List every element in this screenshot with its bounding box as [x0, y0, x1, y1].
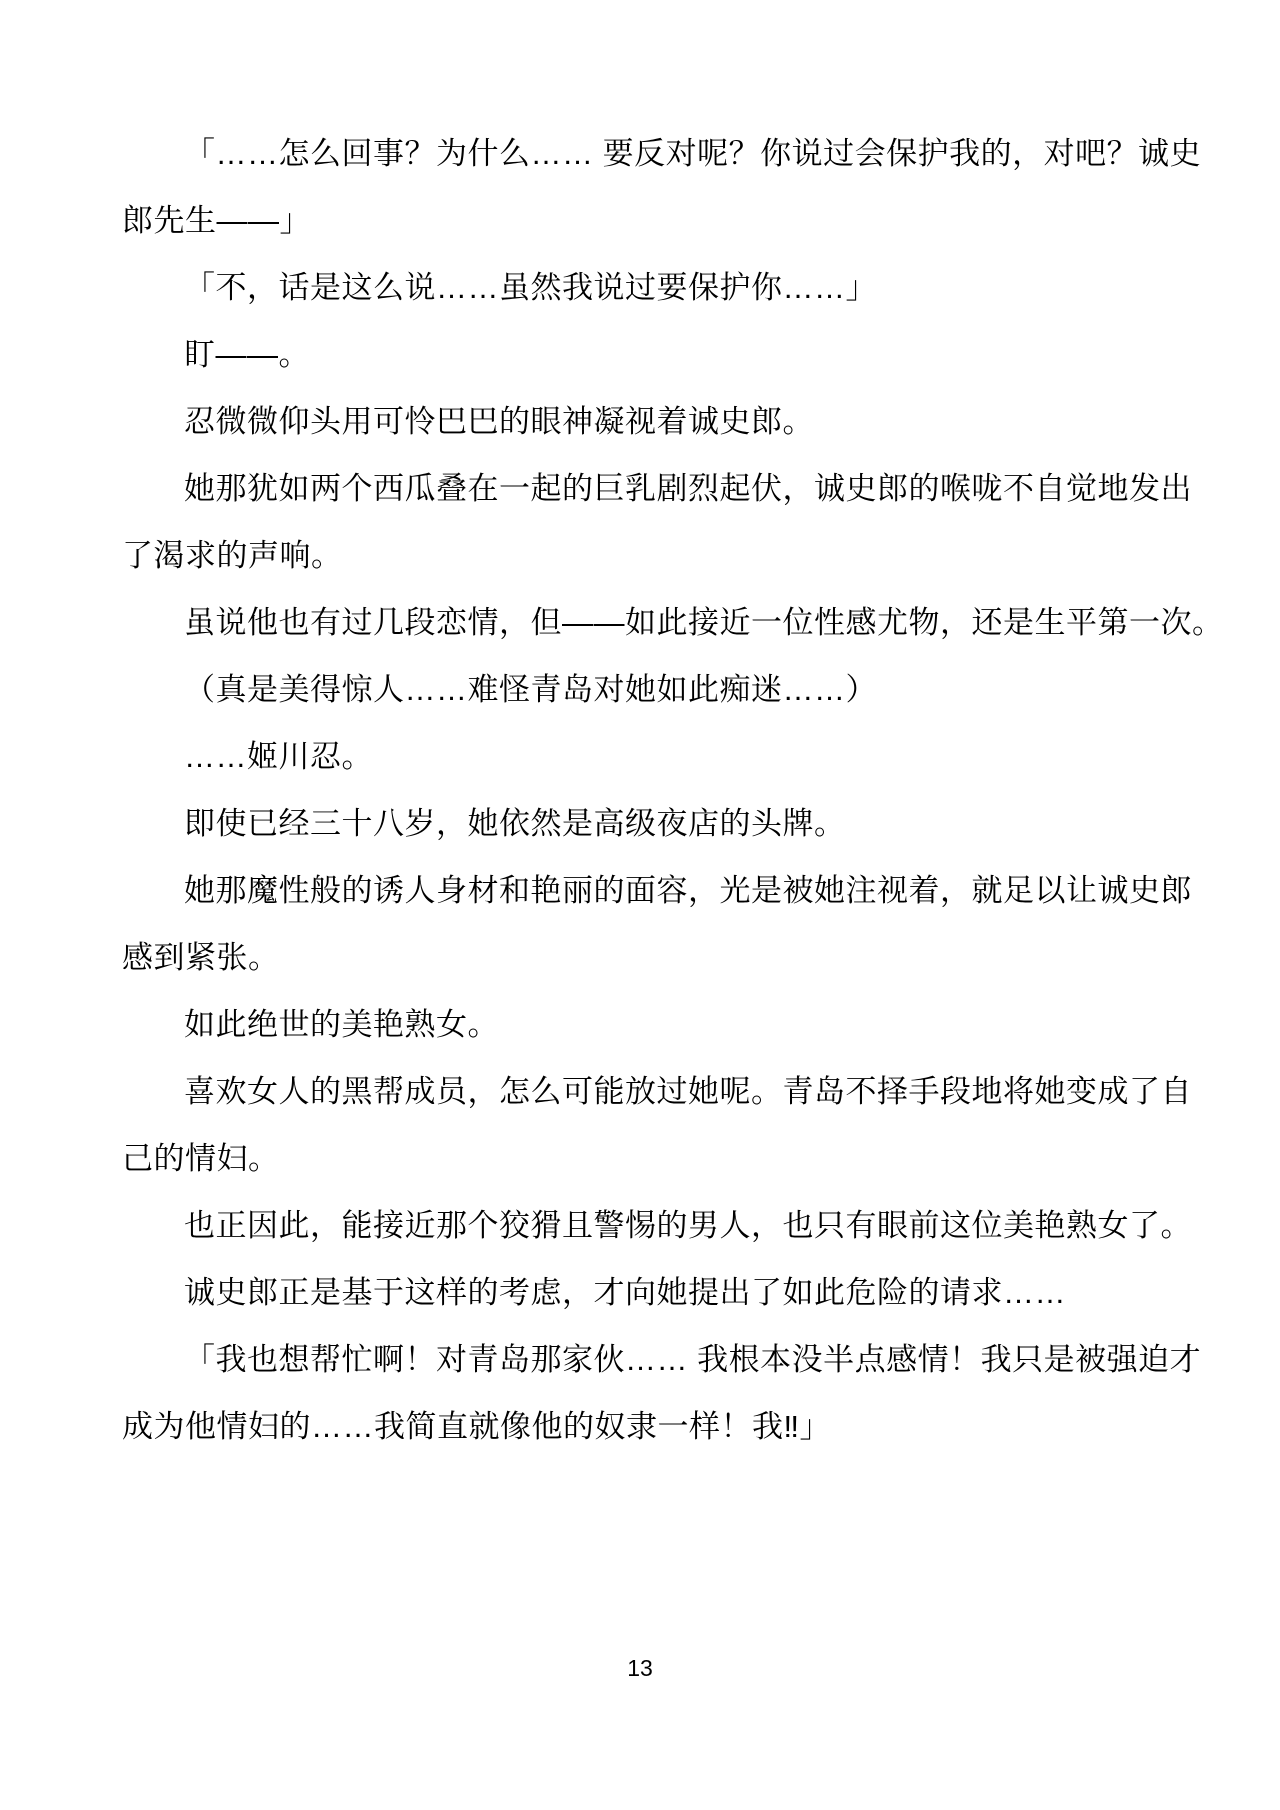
- text-line: 喜欢女人的黑帮成员，怎么可能放过她呢。青岛不择手段地将她变成了自: [184, 1074, 1192, 1109]
- text-line: ……姬川忍。: [184, 739, 373, 774]
- text-line: 诚史郎正是基于这样的考虑，才向她提出了如此危险的请求……: [184, 1275, 1066, 1310]
- text-line: 如此绝世的美艳熟女。: [184, 1007, 499, 1042]
- text-line: 她那犹如两个西瓜叠在一起的巨乳剧烈起伏，诚史郎的喉咙不自觉地发出: [184, 471, 1192, 506]
- text-line: 虽说他也有过几段恋情，但——如此接近一位性感尤物，还是生平第一次。: [184, 605, 1224, 640]
- text-line: （真是美得惊人……难怪青岛对她如此痴迷……）: [184, 672, 877, 707]
- text-line: 忍微微仰头用可怜巴巴的眼神凝视着诚史郎。: [184, 404, 814, 439]
- text-line: 己的情妇。: [122, 1141, 280, 1176]
- text-line: 她那魔性般的诱人身材和艳丽的面容，光是被她注视着，就足以让诚史郎: [184, 873, 1192, 908]
- text-line: 「……怎么回事？为什么…… 要反对呢？你说过会保护我的，对吧？诚史: [184, 136, 1202, 171]
- text-line: 感到紧张。: [122, 940, 280, 975]
- text-line: 成为他情妇的……我简直就像他的奴隶一样！我‼」: [122, 1409, 831, 1444]
- text-line: 「我也想帮忙啊！对青岛那家伙…… 我根本没半点感情！我只是被强迫才: [184, 1342, 1202, 1377]
- page-footer: [0, 1648, 1280, 1688]
- page-text: [122, 120, 1224, 1460]
- text-line: 了渴求的声响。: [122, 538, 343, 573]
- page-number: 13: [627, 1655, 653, 1681]
- text-line: 即使已经三十八岁，她依然是高级夜店的头牌。: [184, 806, 846, 841]
- text-line: 也正因此，能接近那个狡猾且警惕的男人，也只有眼前这位美艳熟女了。: [184, 1208, 1192, 1243]
- text-line: 盯——。: [184, 337, 310, 372]
- text-line: 「不，话是这么说……虽然我说过要保护你……」: [184, 270, 877, 305]
- text-line: 郎先生——」: [122, 203, 311, 238]
